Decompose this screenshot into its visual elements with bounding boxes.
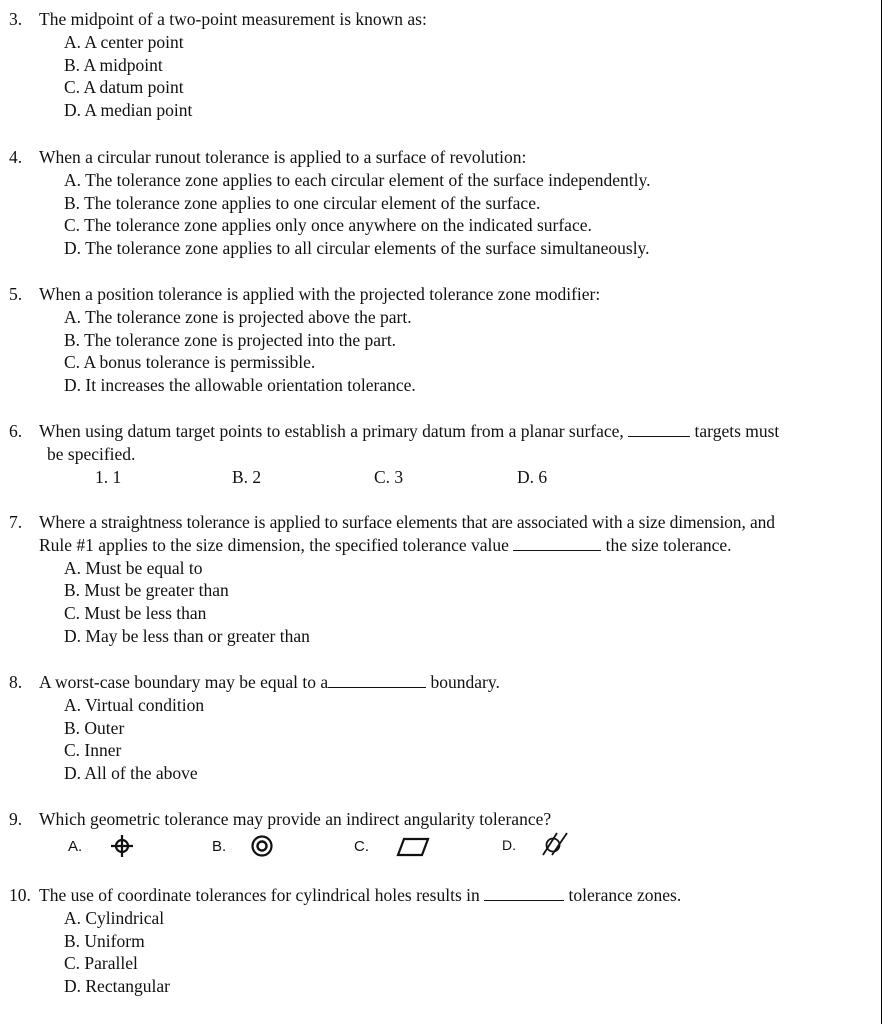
question-8 [0, 671, 888, 785]
option-b[interactable]: B. The tolerance zone is projected into the part. [64, 329, 397, 350]
question-number: 10. [9, 885, 31, 905]
question-stem [39, 671, 500, 694]
stem-part-1: A worst-case boundary may be equal to a [39, 672, 329, 692]
option-b[interactable]: B. The tolerance zone applies to one circular element of the surface. [64, 192, 541, 213]
question-stem: Where a straightness tolerance is applied to surface elements that are associated with a size dimension, and [39, 512, 775, 532]
option-a[interactable]: A. Must be equal to [64, 557, 203, 578]
option-c-label[interactable]: C. [354, 837, 369, 855]
stem-part-2: the size tolerance. [605, 534, 732, 555]
option-c[interactable]: C. Parallel [64, 953, 138, 974]
option-b[interactable]: B. Must be greater than [64, 580, 229, 601]
option-a[interactable]: A. The tolerance zone applies to each circular element of the surface independently. [64, 169, 651, 190]
option-a[interactable]: A. Virtual condition [64, 694, 205, 715]
answer-blank[interactable] [484, 885, 564, 901]
option-c[interactable]: C. 3 [374, 466, 404, 487]
question-stem: The midpoint of a two-point measurement is known as: [39, 9, 427, 29]
question-stem-continued: be specified. [47, 443, 136, 464]
stem-part-1: The use of coordinate tolerances for cylindrical holes results in [39, 885, 480, 905]
option-d-label[interactable]: D. [502, 836, 516, 853]
option-a-label[interactable]: A. [68, 837, 83, 855]
question-number: 9. [9, 809, 23, 829]
question-9 [0, 808, 888, 865]
stem-part-2: targets must [694, 421, 780, 441]
option-d[interactable]: D. Rectangular [64, 976, 170, 997]
option-a[interactable]: A. A center point [64, 31, 184, 52]
question-number: 5. [9, 284, 23, 304]
option-b-label[interactable]: B. [212, 837, 227, 855]
question-number: 3. [9, 9, 23, 29]
question-number: 4. [9, 147, 23, 167]
question-5 [0, 283, 888, 397]
option-c[interactable]: C. Inner [64, 740, 122, 761]
question-stem: When a circular runout tolerance is applied to a surface of revolution: [39, 147, 527, 167]
option-d[interactable]: D. The tolerance zone applies to all circular elements of the surface simultaneously. [64, 238, 650, 259]
question-stem [39, 884, 681, 907]
question-3 [0, 8, 888, 122]
cylindricity-symbol-icon[interactable] [540, 831, 570, 857]
option-d[interactable]: D. All of the above [64, 763, 198, 784]
option-c[interactable]: C. A datum point [64, 77, 184, 98]
option-c[interactable]: C. Must be less than [64, 603, 207, 624]
option-c[interactable]: C. A bonus tolerance is permissible. [64, 352, 316, 373]
answer-blank[interactable] [628, 421, 690, 437]
question-6 [0, 420, 888, 488]
option-c[interactable]: C. The tolerance zone applies only once anywhere on the indicated surface. [64, 215, 592, 236]
answer-blank[interactable] [328, 672, 426, 688]
question-stem: Which geometric tolerance may provide an indirect angularity tolerance? [39, 809, 552, 829]
answer-blank[interactable] [513, 535, 601, 551]
option-a[interactable]: A. The tolerance zone is projected above the part. [64, 306, 412, 327]
option-b[interactable]: B. Uniform [64, 930, 145, 951]
option-d[interactable]: D. May be less than or greater than [64, 625, 310, 646]
stem-part-1: Rule #1 applies to the size dimension, the specified tolerance value [39, 534, 509, 555]
question-10 [0, 884, 888, 998]
question-stem-continued [39, 534, 732, 557]
question-number: 6. [9, 421, 23, 441]
question-stem: When a position tolerance is applied with the projected tolerance zone modifier: [39, 284, 601, 304]
question-number: 7. [9, 512, 23, 532]
position-symbol-icon[interactable] [109, 833, 135, 859]
option-a[interactable]: 1. 1 [95, 466, 122, 487]
stem-part-2: tolerance zones. [568, 885, 682, 905]
option-d[interactable]: D. It increases the allowable orientation tolerance. [64, 375, 416, 396]
option-a[interactable]: A. Cylindrical [64, 907, 165, 928]
option-b[interactable]: B. Outer [64, 717, 125, 738]
question-4 [0, 146, 888, 260]
option-b[interactable]: B. 2 [232, 466, 262, 487]
concentricity-symbol-icon[interactable] [250, 834, 274, 858]
stem-part-2: boundary. [430, 672, 500, 692]
option-d[interactable]: D. 6 [517, 466, 548, 487]
option-b[interactable]: B. A midpoint [64, 54, 163, 75]
question-number: 8. [9, 672, 23, 692]
question-stem [39, 420, 779, 443]
flatness-symbol-icon[interactable] [396, 837, 430, 857]
stem-part-1: When using datum target points to establish a primary datum from a planar surface, [39, 421, 624, 441]
question-7 [0, 511, 888, 648]
option-d[interactable]: D. A median point [64, 100, 193, 121]
